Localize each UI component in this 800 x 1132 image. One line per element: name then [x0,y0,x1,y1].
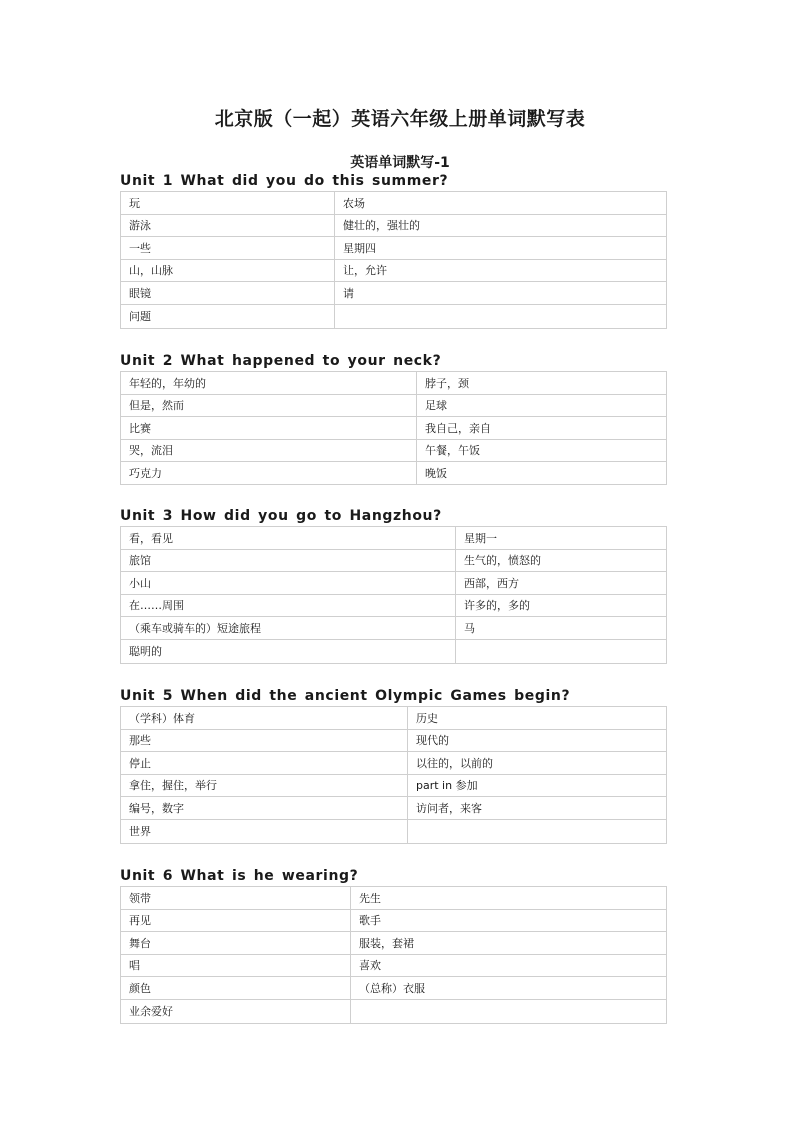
table-cell: 巧克力 [121,462,417,485]
table-cell: 生气的，愤怒的 [456,549,667,572]
table-cell: 停止 [121,752,408,775]
table-cell: 编号，数字 [121,797,408,820]
table-cell: 拿住，握住，举行 [121,774,408,797]
table-row [121,192,667,215]
table-cell: 晚饭 [417,462,667,485]
unit-1-vocab-table [120,191,667,329]
table-cell: 健壮的，强壮的 [335,214,667,237]
unit-3-vocab-table [120,526,667,664]
table-row [121,549,667,572]
table-cell: 我自己，亲自 [417,417,667,440]
table-cell: 舞台 [121,932,351,955]
document-title: 北京版（一起）英语六年级上册单词默写表 [214,108,586,130]
unit-2-title: Unit 2 What happened to your neck? [120,353,442,369]
table-cell: 山，山脉 [121,259,335,282]
table-cell: 历史 [408,707,667,730]
table-row [121,797,667,820]
table-cell: 歌手 [351,909,667,932]
table-row [121,954,667,977]
table-cell: 唱 [121,954,351,977]
unit-2-section [120,352,667,485]
table-cell: 聪明的 [121,639,456,663]
table-row [121,527,667,550]
table-row [121,774,667,797]
table-cell: 以往的，以前的 [408,752,667,775]
table-cell: 再见 [121,909,351,932]
unit-5-title: Unit 5 When did the ancient Olympic Games begin? [120,688,571,704]
table-row [121,594,667,617]
table-row [121,819,667,843]
table-cell [351,999,667,1023]
unit-5-vocab-table [120,706,667,844]
table-cell: 世界 [121,819,408,843]
table-cell: 脖子，颈 [417,372,667,395]
table-row [121,752,667,775]
table-row [121,909,667,932]
table-cell: 午餐，午饭 [417,439,667,462]
table-cell [335,304,667,328]
table-row [121,977,667,1000]
table-row [121,887,667,910]
table-row [121,999,667,1023]
table-row [121,394,667,417]
table-cell: 服装，套裙 [351,932,667,955]
table-cell [408,819,667,843]
table-row [121,932,667,955]
table-row [121,282,667,305]
table-cell: 让，允许 [335,259,667,282]
table-cell: 在……周围 [121,594,456,617]
table-row [121,237,667,260]
table-cell: 年轻的，年幼的 [121,372,417,395]
unit-3-section [120,507,667,664]
table-row [121,617,667,640]
unit-5-section [120,687,667,844]
table-cell: （学科）体育 [121,707,408,730]
table-cell: 颜色 [121,977,351,1000]
table-cell: 许多的，多的 [456,594,667,617]
table-cell: 领带 [121,887,351,910]
table-row [121,304,667,328]
table-row [121,417,667,440]
table-cell: （总称）衣服 [351,977,667,1000]
table-cell: 眼镜 [121,282,335,305]
table-cell: 小山 [121,572,456,595]
table-cell [456,639,667,663]
table-cell: 星期四 [335,237,667,260]
table-cell: 西部，西方 [456,572,667,595]
table-cell: 比赛 [121,417,417,440]
table-cell: 看，看见 [121,527,456,550]
table-cell: 旅馆 [121,549,456,572]
table-row [121,214,667,237]
table-row [121,259,667,282]
unit-6-vocab-table [120,886,667,1024]
unit-2-vocab-table [120,371,667,485]
table-cell: 现代的 [408,729,667,752]
table-row [121,729,667,752]
table-row [121,707,667,730]
table-cell: 问题 [121,304,335,328]
unit-3-title: Unit 3 How did you go to Hangzhou? [120,508,442,524]
table-cell: 一些 [121,237,335,260]
table-cell: 游泳 [121,214,335,237]
table-cell: 星期一 [456,527,667,550]
unit-6-section [120,867,667,1024]
table-cell: 但是，然而 [121,394,417,417]
table-row [121,572,667,595]
table-cell: 足球 [417,394,667,417]
table-cell: 那些 [121,729,408,752]
table-cell: part in 参加 [408,774,667,797]
table-row [121,439,667,462]
table-cell: 业余爱好 [121,999,351,1023]
table-cell: 访问者，来客 [408,797,667,820]
table-cell: 哭，流泪 [121,439,417,462]
table-cell: 马 [456,617,667,640]
table-row [121,372,667,395]
table-cell: 玩 [121,192,335,215]
table-row [121,639,667,663]
table-row [121,462,667,485]
table-cell: 喜欢 [351,954,667,977]
unit-6-title: Unit 6 What is he wearing? [120,868,359,884]
document-subtitle: 英语单词默写-1 [350,155,450,171]
unit-1-title: Unit 1 What did you do this summer? [120,173,449,189]
table-cell: （乘车或骑车的）短途旅程 [121,617,456,640]
table-cell: 农场 [335,192,667,215]
table-cell: 请 [335,282,667,305]
unit-1-section [120,172,667,329]
table-cell: 先生 [351,887,667,910]
